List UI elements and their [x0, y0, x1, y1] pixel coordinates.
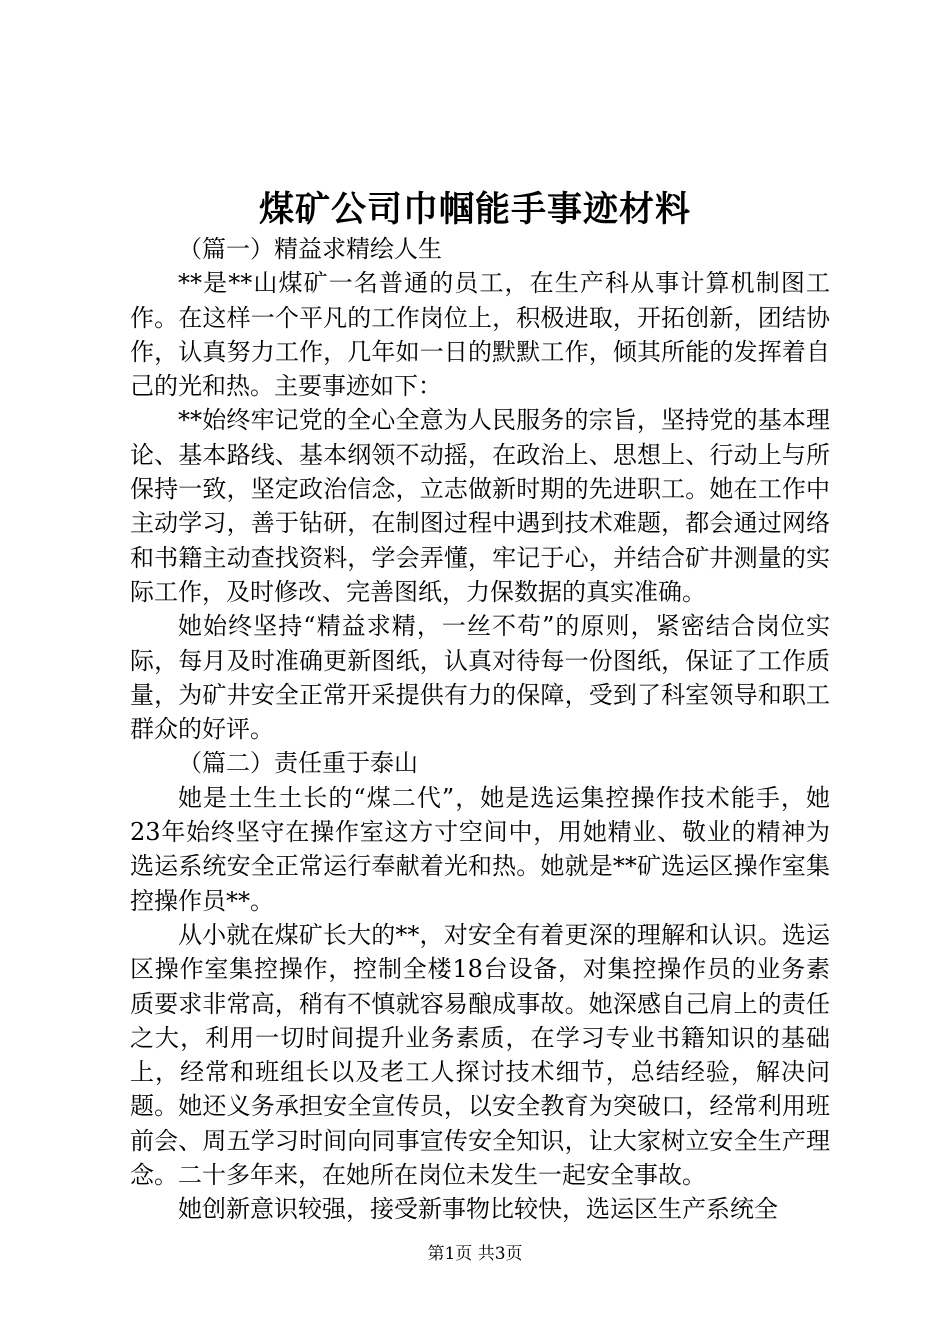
document-title: 煤矿公司巾帼能手事迹材料: [258, 189, 691, 230]
paragraph: 她始终坚持“精益求精，一丝不苟”的原则，紧密结合岗位实际，每月及时准确更新图纸，认真对待每一份图纸，保证了工作质量，为矿井安全正常开采提供有力的保障，受到了科室领导和职工群众的好评。: [130, 612, 830, 744]
paragraph: **始终牢记党的全心全意为人民服务的宗旨，坚持党的基本理论、基本路线、基本纲领不动摇，在政治上、思想上、行动上与所保持一致，坚定政治信念，立志做新时期的先进职工。她在工作中主动学习，善于钻研，在制图过程中遇到技术难题，都会通过网络和书籍主动查找资料，学会弄懂，牢记于心，并结合矿井测量的实际工作，及时修改、完善图纸，力保数据的真实准确。: [130, 406, 830, 606]
section-heading: （篇一）精益求精绘人生: [178, 235, 442, 263]
page-number-footer: 第1页 共3页: [427, 1244, 523, 1264]
paragraph: **是**山煤矿一名普通的员工，在生产科从事计算机制图工作。在这样一个平凡的工作岗位上，积极进取，开拓创新，团结协作，认真努力工作，几年如一日的默默工作，倾其所能的发挥着自己的光和热。主要事迹如下：: [130, 269, 830, 401]
paragraph: 她是土生土长的“煤二代”，她是选运集控操作技术能手，她23年始终坚守在操作室这方寸空间中，用她精业、敬业的精神为选运系统安全正常运行奉献着光和热。她就是**矿选运区操作室集控操作员**。: [130, 783, 830, 915]
paragraph: 从小就在煤矿长大的**，对安全有着更深的理解和认识。选运区操作室集控操作，控制全楼18台设备，对集控操作员的业务素质要求非常高，稍有不慎就容易酿成事故。她深感自己肩上的责任之大，利用一切时间提升业务素质，在学习专业书籍知识的基础上，经常和班组长以及老工人探讨技术细节，总结经验，解决问题。她还义务承担安全宣传员，以安全教育为突破口，经常利用班前会、周五学习时间向同事宣传安全知识，让大家树立安全生产理念。二十多年来，在她所在岗位未发生一起安全事故。: [130, 920, 830, 1190]
paragraph: 她创新意识较强，接受新事物比较快，选运区生产系统全: [178, 1195, 778, 1224]
section-heading: （篇二）责任重于泰山: [178, 749, 418, 778]
document-body: [130, 232, 830, 1227]
